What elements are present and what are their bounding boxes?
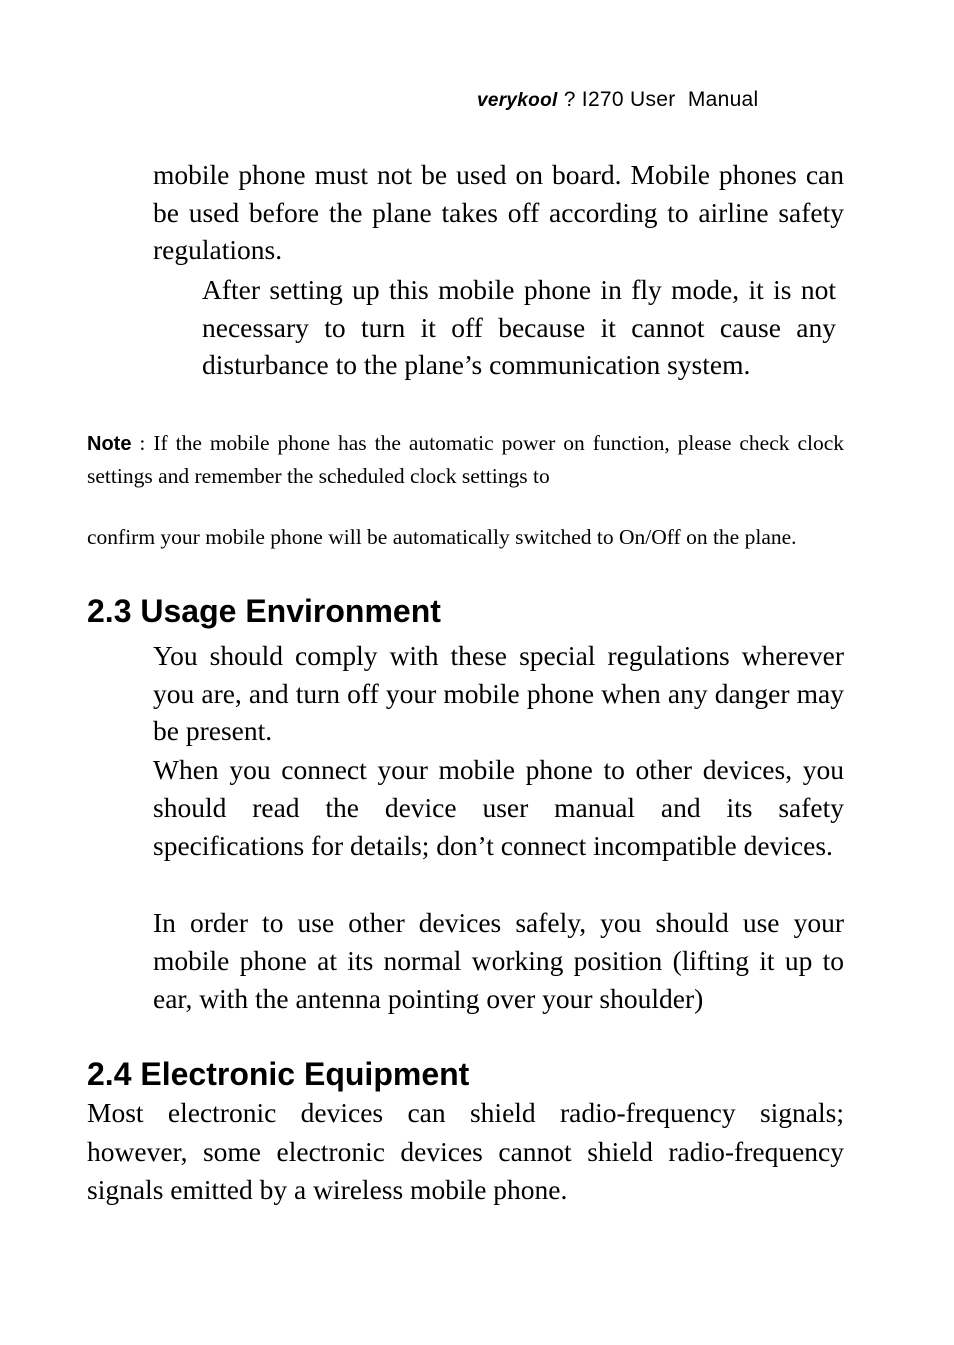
fly-mode-paragraph-2: After setting up this mobile phone in fly mode, it is not necessary to turn it off because it cannot cause any disturbance to the plane’s communication system. — [202, 274, 836, 380]
header-title: ? I270 User Manual — [557, 88, 759, 111]
electronic-paragraph-1: Most electronic devices can shield radio-frequency signals; however, some electronic devices cannot shield radio-frequency signals emitted by a wireless mobile phone. — [87, 1097, 844, 1205]
note-text-continued: confirm your mobile phone will be automatically switched to On/Off on the plane. — [87, 525, 797, 549]
usage-paragraph-2: When you connect your mobile phone to other devices, you should read the device user manual and its safety specifications for details; don’t connect incompatible devices. — [153, 754, 844, 861]
usage-environment-heading: 2.3 Usage Environment — [87, 593, 441, 629]
note-block — [87, 428, 844, 492]
electronic-equipment-heading: 2.4 Electronic Equipment — [87, 1056, 470, 1092]
header-brand: verykool — [477, 90, 558, 111]
usage-paragraph-3: In order to use other devices safely, you should use your mobile phone at its normal working position (lifting it up to ear, with the antenna pointing over your shoulder) — [153, 907, 844, 1014]
note-label: Note — [87, 433, 132, 455]
note-text: : If the mobile phone has the automatic power on function, please check clock settings and remember the scheduled clock settings to — [87, 431, 844, 488]
usage-paragraph-1: You should comply with these special regulations wherever you are, and turn off your mobile phone when any danger may be present. — [153, 640, 844, 746]
fly-mode-paragraph-1: mobile phone must not be used on board. Mobile phones can be used before the plane takes off according to airline safety regulations. — [153, 159, 844, 265]
running-header — [477, 88, 759, 112]
